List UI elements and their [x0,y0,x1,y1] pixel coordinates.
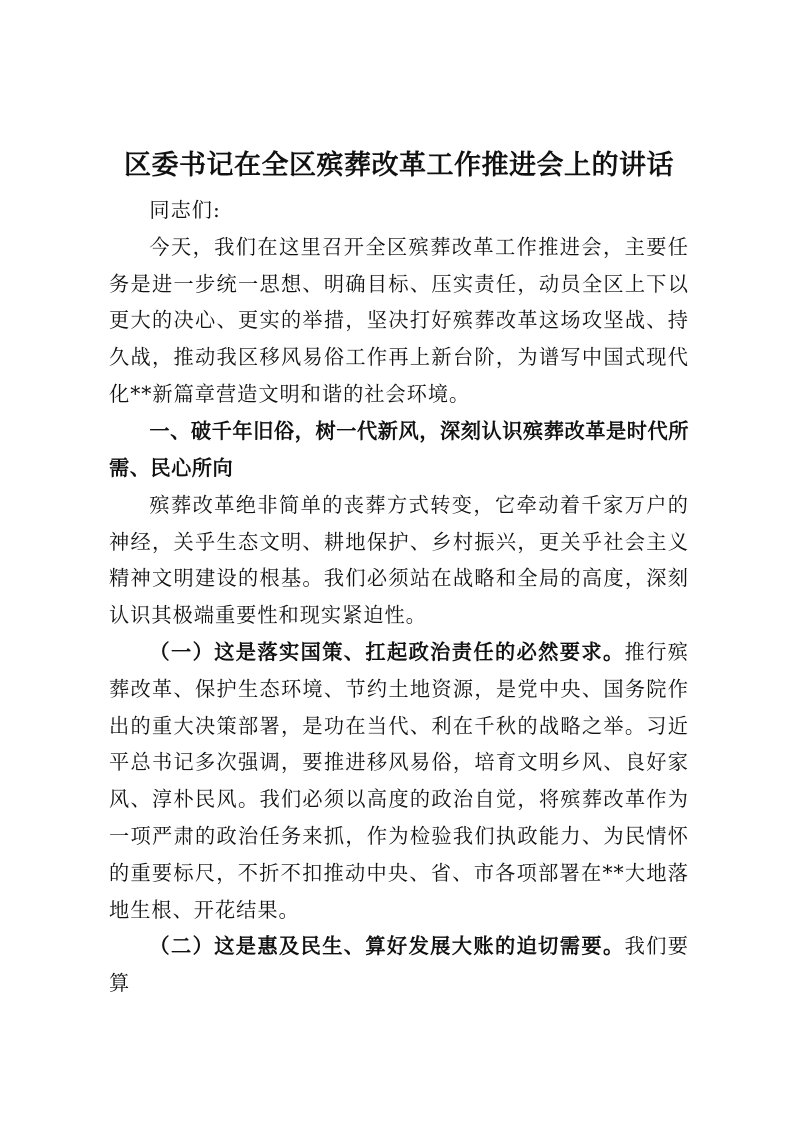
subsection-2-body: 我们要算 [109,934,689,996]
document-body [109,140,689,1002]
subsection-1-paragraph [109,634,689,928]
subsection-2-lead: （二）这是惠及民生、算好发展大账的迫切需要。 [149,934,625,959]
subsection-2-paragraph [109,928,689,1002]
subsection-1-body: 推行殡葬改革、保护生态环境、节约土地资源，是党中央、国务院作出的重大决策部署，是功在当代、利在千秋的战略之举。习近平总书记多次强调，要推进移风易俗，培育文明乡风、良好家风、淳朴民风。我们必须以高度的政治自觉，将殡葬改革作为一项严肃的政治任务来抓，作为检验我们执政能力、为民情怀的重要标尺，不折不扣推动中央、省、市各项部署在**大地落地生根、开花结果。 [109,639,689,922]
section-1-heading: 一、破千年旧俗，树一代新风，深刻认识殡葬改革是时代所需、民心所向 [109,418,689,480]
salutation: 同志们: [149,198,221,222]
document-title: 区委书记在全区殡葬改革工作推进会上的讲话 [124,150,674,181]
section-1-paragraph: 殡葬改革绝非简单的丧葬方式转变，它牵动着千家万户的神经，关乎生态文明、耕地保护、乡村振兴，更关乎社会主义精神文明建设的根基。我们必须站在战略和全局的高度，深刻认识其极端重要性和现实紧迫性。 [109,492,689,628]
subsection-1-lead: （一）这是落实国策、扛起政治责任的必然要求。 [149,639,625,664]
intro-paragraph: 今天，我们在这里召开全区殡葬改革工作推进会，主要任务是进一步统一思想、明确目标、压实责任，动员全区上下以更大的决心、更实的举措，坚决打好殡葬改革这场攻坚战、持久战，推动我区移风易俗工作再上新台阶，为谱写中国式现代化**新篇章营造文明和谐的社会环境。 [109,234,689,406]
